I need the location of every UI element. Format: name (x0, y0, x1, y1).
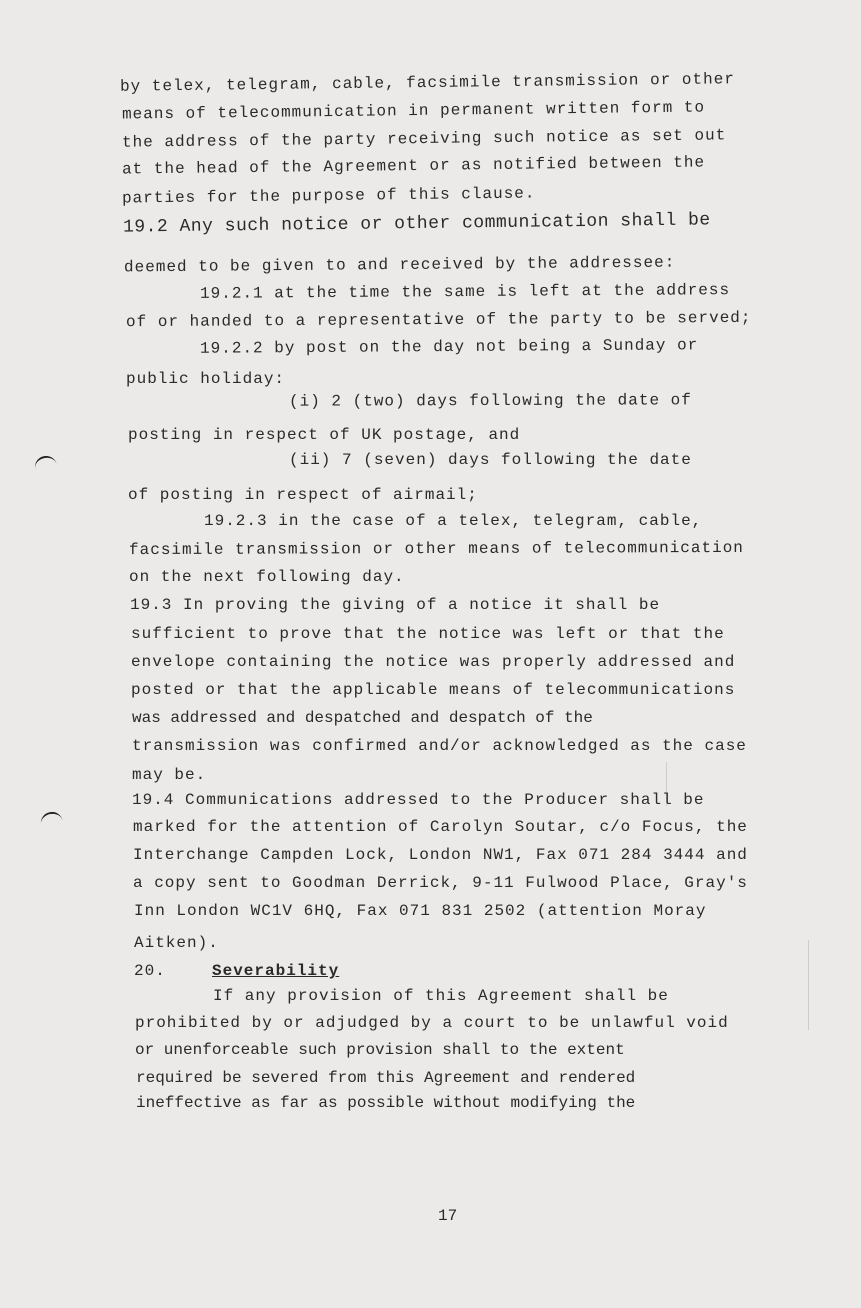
text-line: 19.3 In proving the giving of a notice it shall be (130, 596, 661, 614)
text-line: at the head of the Agreement or as notified between the (121, 153, 706, 179)
text-line: means of telecommunication in permanent written form to (121, 98, 706, 124)
text-line: a copy sent to Goodman Derrick, 9-11 Fulwood Place, Gray's (133, 874, 748, 892)
text-line: envelope containing the notice was properly addressed and (131, 653, 736, 671)
text-line: marked for the attention of Carolyn Soutar, c/o Focus, the (133, 818, 748, 836)
text-line: by telex, telegram, cable, facsimile transmission or other (119, 70, 735, 96)
text-line: 19.2.1 at the time the same is left at the address (199, 281, 731, 303)
text-line: the address of the party receiving such notice as set out (121, 126, 727, 152)
page-number: 17 (438, 1207, 458, 1225)
text-line: parties for the purpose of this clause. (121, 184, 536, 208)
text-line: transmission was confirmed and/or acknowledged as the case (132, 737, 747, 755)
text-line: public holiday: (126, 370, 286, 388)
text-line: posted or that the applicable means of telecommunications (131, 681, 736, 699)
text-line: of posting in respect of airmail; (128, 486, 478, 504)
section-number: 20. (134, 962, 166, 980)
text-line: (ii) 7 (seven) days following the date (289, 451, 692, 469)
text-line: (i) 2 (two) days following the date of (288, 391, 692, 411)
text-line: on the next following day. (129, 568, 405, 586)
text-line: required be severed from this Agreement and rendered (136, 1069, 636, 1087)
text-line: Inn London WC1V 6HQ, Fax 071 831 2502 (attention Moray (134, 902, 707, 920)
text-line: of or handed to a representative of the party to be served; (125, 308, 752, 332)
text-line: prohibited by or adjudged by a court to be unlawful void (135, 1014, 729, 1032)
text-line: deemed to be given to and received by the addressee: (123, 253, 676, 277)
text-line: was addressed and despatched and despatch of the (132, 709, 593, 727)
text-line: 19.4 Communications addressed to the Producer shall be (132, 791, 705, 809)
text-line: facsimile transmission or other means of telecommunication (128, 538, 744, 560)
text-line: Interchange Campden Lock, London NW1, Fax 071 284 3444 and (133, 846, 748, 864)
text-line: or unenforceable such provision shall to the extent (135, 1041, 625, 1059)
scan-artifact-line (808, 940, 809, 1030)
text-line: Aitken). (134, 934, 219, 952)
margin-mark-2 (39, 810, 63, 826)
margin-mark-1 (33, 454, 57, 470)
text-line: If any provision of this Agreement shall be (213, 987, 669, 1005)
text-line: may be. (132, 766, 207, 784)
section-heading: Severability (212, 962, 340, 980)
text-line: ineffective as far as possible without modifying the (136, 1094, 636, 1112)
text-line: 19.2 Any such notice or other communication shall be (122, 210, 711, 238)
text-line: posting in respect of UK postage, and (128, 426, 521, 444)
text-line: 19.2.3 in the case of a telex, telegram, cable, (204, 512, 703, 530)
text-line: 19.2.2 by post on the day not being a Sunday or (199, 336, 699, 358)
text-line: sufficient to prove that the notice was left or that the (131, 625, 725, 643)
